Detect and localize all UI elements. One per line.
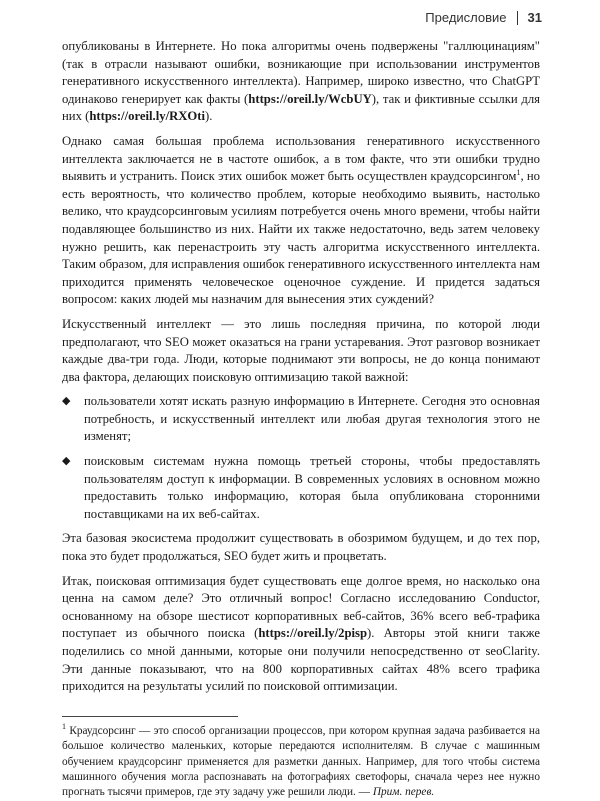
paragraph-5: [62, 573, 540, 696]
paragraph-text: ), так и фиктивные ссылки для них (: [62, 91, 541, 124]
page-body: [62, 38, 540, 801]
paragraph-1: [62, 38, 540, 126]
paragraph-4: Эта базовая экосистема продолжит существовать в обозримом будущем, и до тех пор, пока это будет продолжаться, SEO будет жить и процветать.: [62, 531, 540, 564]
paragraph-text: , но есть вероятность, что количество проблем, которые необходимо выявить, настолько велико, что краудсорсинговым усилиям потребуется очень много времени, чтобы найти подавляющее большинство из них. Найти их также недостаточно, ведь затем человеку нужно решить, как перенастроить эту часть алгоритма искусственного интеллекта. Таким образом, для исправления ошибок генеративного искусственного интеллекта нам приходится применять человеческое оценочное суждение. И придется задаться вопросом: каких людей мы назначим для вынесения этих суждений?: [62, 169, 540, 307]
diamond-bullet-icon: ◆: [62, 395, 71, 408]
bullet-item-2: [62, 453, 540, 523]
paragraph-2: [62, 133, 540, 309]
page-header: [425, 10, 542, 25]
section-title: Предисловие: [425, 10, 507, 25]
paragraph-text: ). Авторы этой книги также поделились со мной данными, которые они получили непосредственно от seoClarity. Эти данные показывают, что на 800 корпоративных сайтах 48% всего трафика приходится на результаты усилий по поисковой оптимизации.: [62, 626, 540, 694]
paragraph-3: Искусственный интеллект — это лишь последняя причина, по которой люди предполагают, что SEO может оказаться на грани устаревания. Этот разговор возникает каждые два-три года. Люди, которые поднимают эти вопросы, не до конца понимают два фактора, делающих поисковую оптимизацию такой важной:: [62, 316, 540, 384]
paragraph-text: Однако самая большая проблема использования генеративного искусственного интеллекта заключается не в частоте ошибок, а в том факте, что эти ошибки трудно выявить и устранить. Поиск этих ошибок может быть осуществлен краудсорсингом: [62, 133, 540, 184]
page-number: 31: [527, 10, 542, 25]
paragraph-text: опубликованы в Интернете. Но пока алгоритмы очень подвержены "галлюцинациям" (так в отрасли называют ошибки, возникающие при использовании инструментов генеративного искусственного интеллекта). Например, широко известно, что ChatGPT одинаково генерирует как факты (: [62, 39, 540, 106]
translator-note: Прим. перев.: [372, 786, 435, 799]
bullet-item-1: [62, 393, 540, 446]
footnote-reference[interactable]: 1: [516, 167, 521, 177]
bullet-text: пользователи хотят искать разную информацию в Интернете. Сегодня это основная потребность, и искусственный интеллект или любая другая технология этого не изменят;: [84, 394, 540, 444]
paragraph-text: ).: [205, 109, 213, 124]
paragraph-text: Итак, поисковая оптимизация будет существовать еще долгое время, но насколько она ценна на самом деле? Это отличный вопрос! Согласно исследованию Conductor, основанному на обзоре шестисот корпоративных веб-сайтов, 36% всего веб-трафика поступает из обычного поиска (: [62, 573, 540, 641]
footnote-number: 1: [62, 722, 66, 732]
link-conductor-study[interactable]: https://oreil.ly/2pisp: [258, 626, 368, 641]
header-divider: [517, 11, 518, 25]
diamond-bullet-icon: ◆: [62, 455, 71, 468]
footnote-text: Краудсорсинг — это способ организации процессов, при котором крупная задача разбивается на большое количество маленьких, которые передаются исполнителям. В случае с машинным обучением краудсорсинг применяется для разметки данных. Например, для того чтобы система машинного обучения могла распознавать на фотографиях светофоры, сначала через нее нужно прогнать тысячи примеров, где эту задачу уже решили люди. —: [62, 724, 540, 799]
link-chatgpt-fake-refs[interactable]: https://oreil.ly/RXOti: [89, 109, 206, 124]
footnote: [62, 724, 540, 801]
footnote-divider: [62, 716, 238, 717]
bullet-text: поисковым системам нужна помощь третьей стороны, чтобы предоставлять пользователям доступ к информации. В современных условиях в основном можно предоставить только информацию, которая была опубликована сторонними поставщиками на их веб-сайтах.: [84, 454, 540, 521]
link-chatgpt-facts[interactable]: https://oreil.ly/WcbUY: [248, 91, 372, 106]
